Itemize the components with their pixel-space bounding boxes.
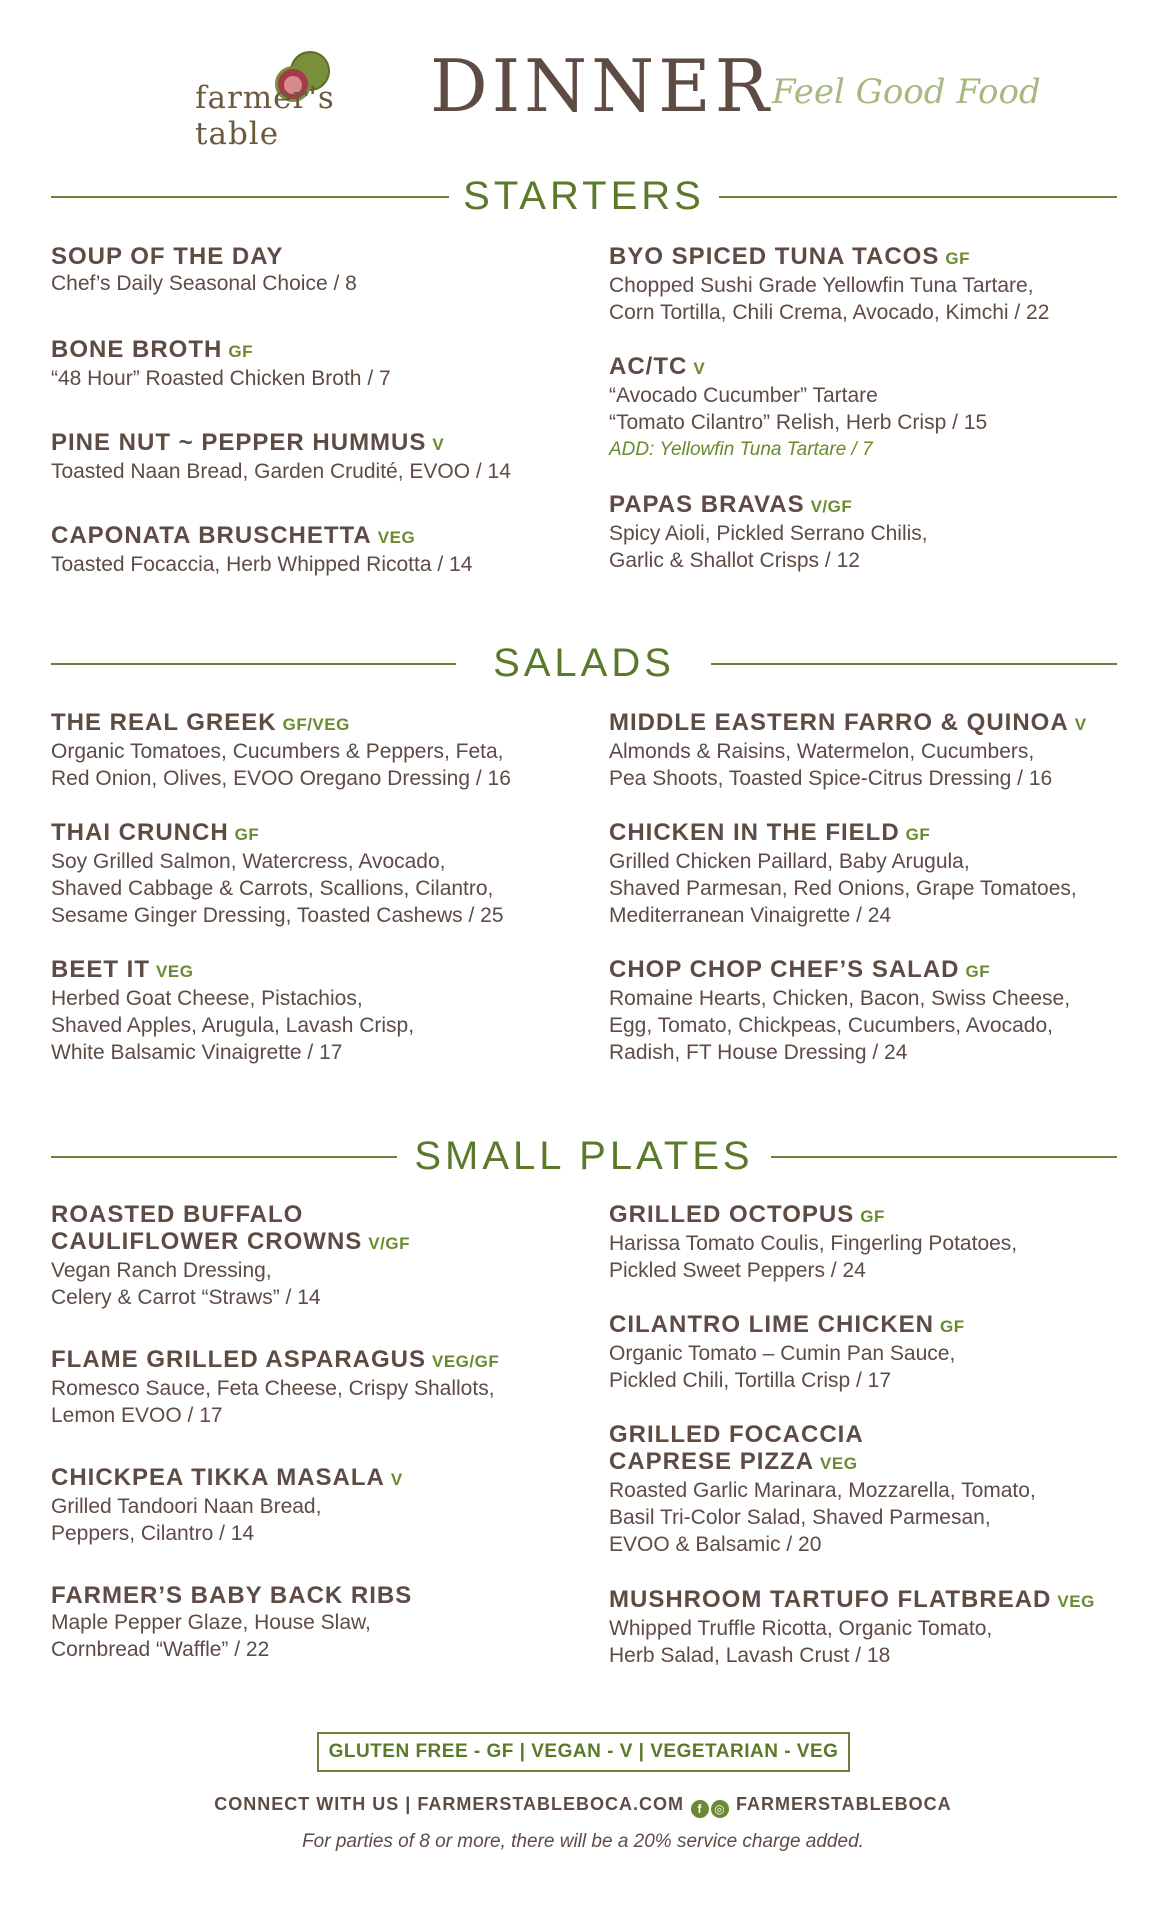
menu-item-description: Vegan Ranch Dressing,: [51, 1259, 272, 1282]
menu-item: [609, 819, 1166, 929]
facebook-icon[interactable]: f: [691, 1800, 709, 1818]
menu-item: [51, 709, 611, 792]
dietary-tag: GF: [860, 1207, 885, 1226]
dietary-tag: VEG: [1057, 1592, 1095, 1611]
menu-item-name: [51, 1228, 611, 1257]
menu-item-description: Toasted Focaccia, Herb Whipped Ricotta / 14: [51, 553, 473, 576]
menu-item-name: [609, 1421, 1166, 1448]
menu-item-title: CILANTRO LIME CHICKEN: [609, 1311, 934, 1338]
menu-item: [51, 429, 611, 485]
menu-item-description: Toasted Naan Bread, Garden Crudité, EVOO / 14: [51, 460, 511, 483]
logo-text: farmer's table: [195, 80, 335, 152]
menu-item-title: GRILLED OCTOPUS: [609, 1201, 855, 1228]
menu-item-description: Pickled Sweet Peppers / 24: [609, 1259, 866, 1282]
menu-item-description: Cornbread “Waffle” / 22: [51, 1638, 270, 1661]
menu-item-description: Red Onion, Olives, EVOO Oregano Dressing / 16: [51, 767, 511, 790]
menu-item-description: Corn Tortilla, Chili Crema, Avocado, Kimchi / 22: [609, 301, 1050, 324]
menu-item: [609, 353, 1166, 463]
menu-item: [51, 1201, 611, 1311]
menu-item-description: Herbed Goat Cheese, Pistachios,: [51, 987, 363, 1010]
menu-item-description: Pickled Chili, Tortilla Crisp / 17: [609, 1369, 892, 1392]
menu-item-name: [609, 491, 1166, 520]
menu-item: [51, 1346, 611, 1429]
menu-item: [609, 956, 1166, 1066]
menu-item-description: Maple Pepper Glaze, House Slaw,: [51, 1611, 371, 1634]
menu-item-description: Roasted Garlic Marinara, Mozzarella, Tomato,: [609, 1479, 1036, 1502]
section-title: SMALL PLATES: [414, 1134, 754, 1178]
menu-item-title: BEET IT: [51, 956, 151, 983]
dietary-tag: V/GF: [368, 1234, 410, 1253]
menu-item-description: Romaine Hearts, Chicken, Bacon, Swiss Cheese,: [609, 987, 1071, 1010]
menu-item-title: CHOP CHOP CHEF’S SALAD: [609, 956, 960, 983]
dietary-tag: VEG: [156, 962, 194, 981]
menu-item: [609, 1201, 1166, 1284]
menu-item: [609, 709, 1166, 792]
menu-item-name: [609, 956, 1166, 985]
menu-header: [0, 40, 1166, 152]
menu-item-description: Spicy Aioli, Pickled Serrano Chilis,: [609, 522, 928, 545]
menu-item-description: Shaved Cabbage & Carrots, Scallions, Cilantro,: [51, 877, 494, 900]
menu-item: [609, 1421, 1166, 1558]
dietary-tag: VEG: [377, 528, 416, 547]
menu-item-description: Egg, Tomato, Chickpeas, Cucumbers, Avocado,: [609, 1014, 1053, 1037]
menu-item-description: Organic Tomatoes, Cucumbers & Peppers, Feta,: [51, 740, 504, 763]
dietary-tag: VEG: [820, 1454, 858, 1473]
dietary-tag: VEG/GF: [432, 1352, 500, 1371]
menu-item-title: PINE NUT ~ PEPPER HUMMUS: [51, 429, 427, 456]
connect-text: CONNECT WITH US | FARMERSTABLEBOCA.COM: [214, 1794, 684, 1814]
menu-item-description: Lemon EVOO / 17: [51, 1404, 223, 1427]
section-heading-salads: [51, 643, 1117, 683]
menu-item-title: FLAME GRILLED ASPARAGUS: [51, 1346, 426, 1373]
menu-item-title: MUSHROOM TARTUFO FLATBREAD: [609, 1586, 1052, 1613]
menu-item: [51, 243, 611, 297]
menu-item-description: Celery & Carrot “Straws” / 14: [51, 1286, 321, 1309]
menu-item-name: [609, 243, 1166, 272]
menu-item-title: FARMER’S BABY BACK RIBS: [51, 1582, 413, 1609]
menu-item-description: Peppers, Cilantro / 14: [51, 1522, 255, 1545]
menu-item-name: [609, 819, 1166, 848]
menu-item-title: CHICKPEA TIKKA MASALA: [51, 1464, 385, 1491]
dietary-tag: V/GF: [810, 497, 853, 516]
social-handle: FARMERSTABLEBOCA: [736, 1794, 952, 1814]
farmers-table-logo: [195, 46, 395, 152]
menu-item-title: THAI CRUNCH: [51, 819, 229, 846]
menu-item-title: CAPONATA BRUSCHETTA: [51, 522, 372, 549]
menu-item-title: ROASTED BUFFALO: [51, 1201, 304, 1228]
menu-item-name: [609, 1448, 1166, 1477]
menu-item-description: Organic Tomato – Cumin Pan Sauce,: [609, 1342, 956, 1365]
menu-item-description: White Balsamic Vinaigrette / 17: [51, 1041, 343, 1064]
menu-item-description: Romesco Sauce, Feta Cheese, Crispy Shallots,: [51, 1377, 495, 1400]
menu-item-title: THE REAL GREEK: [51, 709, 277, 736]
divider-line: [771, 1156, 1117, 1158]
section-title: STARTERS: [463, 174, 705, 218]
section-heading-starters: [51, 176, 1117, 216]
menu-item: [609, 243, 1166, 326]
menu-item-addon: ADD: Yellowfin Tuna Tartare / 7: [609, 439, 873, 460]
menu-item-description: Whipped Truffle Ricotta, Organic Tomato,: [609, 1617, 993, 1640]
page-title: DINNER: [430, 44, 773, 128]
menu-item-name: [51, 1201, 611, 1228]
menu-item-description: Chopped Sushi Grade Yellowfin Tuna Tartare,: [609, 274, 1034, 297]
menu-item-title: AC/TC: [609, 353, 688, 380]
menu-item-description: Soy Grilled Salmon, Watercress, Avocado,: [51, 850, 446, 873]
menu-item: [609, 1586, 1166, 1669]
menu-item: [51, 1582, 611, 1663]
divider-line: [719, 196, 1117, 198]
menu-item-name: [609, 1201, 1166, 1230]
dietary-tag: GF: [905, 825, 931, 844]
menu-item-description: Radish, FT House Dressing / 24: [609, 1041, 908, 1064]
menu-item-name: [609, 709, 1166, 738]
menu-item: [51, 522, 611, 578]
tagline: Feel Good Food: [772, 72, 1041, 112]
section-heading-small-plates: [51, 1136, 1117, 1176]
menu-item-description: Mediterranean Vinaigrette / 24: [609, 904, 892, 927]
menu-item-name: [51, 522, 611, 551]
menu-item-description: Pea Shoots, Toasted Spice-Citrus Dressing / 16: [609, 767, 1053, 790]
dietary-tag: GF: [939, 1317, 965, 1336]
menu-item-description: “48 Hour” Roasted Chicken Broth / 7: [51, 367, 391, 390]
menu-item-description: Grilled Tandoori Naan Bread,: [51, 1495, 322, 1518]
dietary-tag: V: [693, 359, 706, 378]
menu-item: [51, 336, 611, 392]
menu-item: [51, 819, 611, 929]
service-charge-note: For parties of 8 or more, there will be a 20% service charge added.: [302, 1831, 864, 1852]
menu-item-name: [609, 353, 1166, 382]
menu-item-name: [51, 956, 611, 985]
menu-item-title: MIDDLE EASTERN FARRO & QUINOA: [609, 709, 1069, 736]
menu-item: [51, 1464, 611, 1547]
menu-item: [609, 491, 1166, 574]
menu-item-description: EVOO & Balsamic / 20: [609, 1533, 822, 1556]
menu-item-title: CHICKEN IN THE FIELD: [609, 819, 900, 846]
menu-item-name: [51, 709, 611, 738]
menu-item: [609, 1311, 1166, 1394]
menu-item-description: Shaved Apples, Arugula, Lavash Crisp,: [51, 1014, 415, 1037]
dietary-tag: V: [1074, 715, 1087, 734]
dietary-tag: V: [432, 435, 445, 454]
dietary-tag: GF: [965, 962, 991, 981]
dietary-tag: GF: [945, 249, 970, 268]
menu-item-description: Grilled Chicken Paillard, Baby Arugula,: [609, 850, 970, 873]
menu-item-title: GRILLED FOCACCIA: [609, 1421, 864, 1448]
menu-item-description: Basil Tri-Color Salad, Shaved Parmesan,: [609, 1506, 991, 1529]
menu-item-name: [51, 336, 611, 365]
menu-item-name: [609, 1586, 1166, 1615]
menu-item-name: [51, 1346, 611, 1375]
dietary-legend: GLUTEN FREE - GF | VEGAN - V | VEGETARIAN - VEG: [317, 1732, 850, 1772]
dietary-tag: GF/VEG: [282, 715, 350, 734]
menu-item-description: “Avocado Cucumber” Tartare: [609, 384, 878, 407]
menu-item-name: [51, 1464, 611, 1493]
menu-item-description: Sesame Ginger Dressing, Toasted Cashews / 25: [51, 904, 504, 927]
menu-item-description: Garlic & Shallot Crisps / 12: [609, 549, 860, 572]
menu-item-description: Almonds & Raisins, Watermelon, Cucumbers,: [609, 740, 1035, 763]
menu-item-description: Shaved Parmesan, Red Onions, Grape Tomatoes,: [609, 877, 1077, 900]
menu-item-name: [51, 819, 611, 848]
connect-line: [0, 1792, 1166, 1818]
menu-item-name: [51, 243, 611, 270]
dietary-tag: V: [390, 1470, 403, 1489]
menu-item-title: BYO SPICED TUNA TACOS: [609, 243, 940, 270]
dietary-tag: GF: [228, 342, 253, 361]
section-title: SALADS: [493, 641, 675, 685]
divider-line: [711, 663, 1117, 665]
menu-item-title: CAPRESE PIZZA: [609, 1448, 815, 1475]
menu-item-title: CAULIFLOWER CROWNS: [51, 1228, 363, 1255]
menu-item-description: Herb Salad, Lavash Crust / 18: [609, 1644, 891, 1667]
menu-item-name: [51, 1582, 611, 1609]
menu-item-title: SOUP OF THE DAY: [51, 243, 284, 270]
dietary-tag: GF: [234, 825, 260, 844]
menu-item: [51, 956, 611, 1066]
menu-item-description: Chef’s Daily Seasonal Choice / 8: [51, 272, 357, 295]
menu-item-description: Harissa Tomato Coulis, Fingerling Potatoes,: [609, 1232, 1018, 1255]
menu-item-title: BONE BROTH: [51, 336, 223, 363]
menu-item-title: PAPAS BRAVAS: [609, 491, 805, 518]
menu-item-name: [609, 1311, 1166, 1340]
instagram-icon[interactable]: ◎: [711, 1800, 729, 1818]
menu-item-description: “Tomato Cilantro” Relish, Herb Crisp / 15: [609, 411, 988, 434]
menu-item-name: [51, 429, 611, 458]
